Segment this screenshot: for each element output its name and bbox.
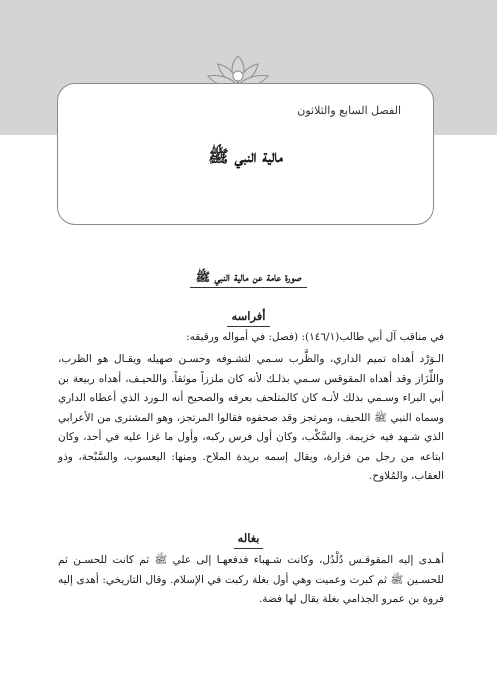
chapter-title: مالية النبي ﷺ [208,147,283,167]
section-heading [0,266,497,287]
mules-heading [0,527,497,546]
chapter-label: الفصل السابع والثلاثون [297,104,401,117]
horses-source-line: في مناقب آل أبي طالب(١٤٦/١): (فصل: في أمواله ورقيقه: [186,331,444,343]
section-heading-text: صورة عامة عن مالية النبي ﷺ [190,270,308,288]
horses-heading [0,305,497,324]
horses-heading-text: أفراسه [227,309,269,327]
chapter-title-box [57,83,434,225]
mules-paragraph: أهـدى إليه المقوقـس دُلْدُل، وكانت شـهباء فدفعهـا إلى علي ﷺ ثم كانت للحسـن ثم للحسـين ﷺ ثم كبرت وعميت وهي أول بغلة ركبت في الإسلام. وقال التاريخي: أهدى إليه فروة بن عمرو الجذامي بغلة يقال لها فضة. [58,554,444,605]
mules-heading-text: بغاله [234,531,264,549]
horses-paragraph: الـوَرْد أهداه تميم الداري، والظَّرب سـمي لتشـوفه وحسـن صهيله ويقـال هو الظرب، واللِّزَاز وقد أهداه المقوقس سـمي بذلـك لأنه كان ملززاً موثقاً. واللحيـف، أهداه ربيعة بن أبي البراء وسـمي بذلك لأنـه كان كالمتلحف بعرفه والصحيح أنه الـورد الذي أعطاه الداري وسماه النبي ﷺ اللحيف، ومرتجز وقد صحفوه فقالوا المرتجز، وهو المشترى من الأعرابي الذي شـهد فيه خزيمة. والسَّكْب، وكان أول فرس ركبه، وأول ما غزا عليه في أحد، وكان ابتاعه من رجل من فزارة، ويقال إسمه بريدة الملاح. ومنها: اليعسوب، والسَّبْحة، وذو العقاب، والمُلاوح. [58,353,444,482]
